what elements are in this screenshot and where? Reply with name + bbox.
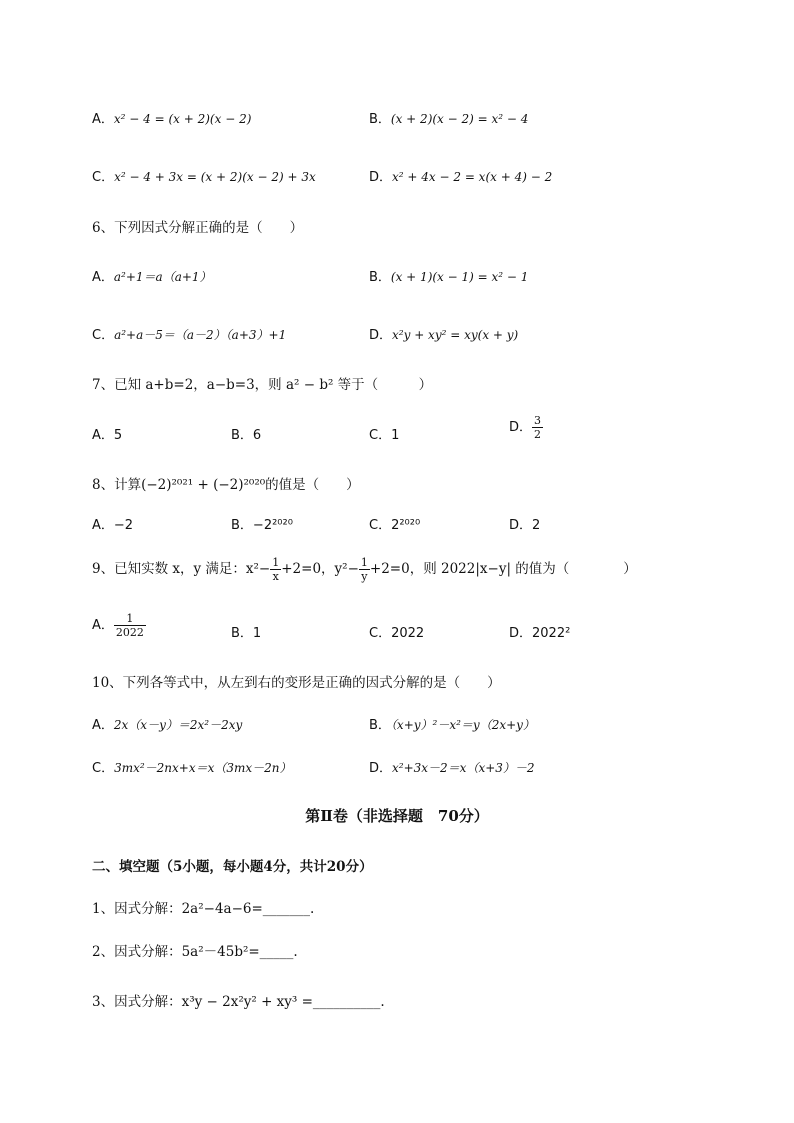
q8-option-b-expr: −2²⁰²⁰ xyxy=(252,518,293,533)
q7-option-d-label: D． xyxy=(509,420,533,435)
q9-options-row xyxy=(0,612,794,648)
q9-option-d-expr: 2022² xyxy=(532,626,571,641)
q8-option-d[interactable] xyxy=(509,514,540,533)
q7-option-b-label: B． xyxy=(231,428,253,443)
q9-fraction-2 xyxy=(359,556,370,583)
q5-option-a[interactable] xyxy=(92,108,251,127)
q7-option-b-expr: 6 xyxy=(252,428,262,443)
q8-options-row xyxy=(0,514,794,540)
q10-options-row-1 xyxy=(0,714,794,740)
q10-option-a-label: A． xyxy=(92,718,114,733)
q9-fraction-2-numerator: 1 xyxy=(360,556,368,569)
q6-option-c-label: C． xyxy=(92,328,115,343)
q10-option-d-expr: x²+3x－2＝x（x+3）－2 xyxy=(392,761,535,775)
q6-option-d-expr: x²y + xy² = xy(x + y) xyxy=(392,328,519,342)
q6-options-row-1 xyxy=(0,266,794,292)
q10-option-a[interactable] xyxy=(92,714,242,733)
q6-option-a-label: A． xyxy=(92,270,114,285)
q9-option-a[interactable] xyxy=(92,612,146,639)
q9-option-b[interactable] xyxy=(231,622,261,641)
q5-option-c-label: C． xyxy=(92,170,115,185)
q7-options-row xyxy=(0,414,794,450)
q7-option-c-expr: 1 xyxy=(391,428,400,443)
q7-text: 7、已知 a+b=2，a−b=3，则 a² − b² 等于（ ） xyxy=(92,377,433,393)
q9-fraction-1-numerator: 1 xyxy=(272,556,280,569)
q10-option-b-expr: （x+y）²－x²＝y（2x+y） xyxy=(390,718,535,732)
q7-option-c-label: C． xyxy=(369,428,392,443)
q10-option-b-label: B． xyxy=(369,718,391,733)
q7-option-d[interactable] xyxy=(509,414,543,441)
fill-question-1: 1、因式分解：2a²−4a−6=_______. xyxy=(92,901,315,917)
q6-option-b-label: B． xyxy=(369,270,391,285)
q8-option-d-label: D． xyxy=(509,518,533,533)
q9-fraction-1-denominator: x xyxy=(272,570,279,583)
q9-option-a-label: A． xyxy=(92,618,114,633)
q6-options-row-2 xyxy=(0,324,794,350)
q7-option-d-denominator: 2 xyxy=(534,428,542,441)
q5-option-d[interactable] xyxy=(369,166,552,185)
q10-option-c-label: C． xyxy=(92,761,115,776)
q7-option-a-expr: 5 xyxy=(113,428,123,443)
q9-option-d-label: D． xyxy=(509,626,533,641)
q9-middle: +2=0，y²− xyxy=(281,561,359,577)
q9-option-c-label: C． xyxy=(369,626,392,641)
q9-text xyxy=(92,556,637,583)
section-fill-in-heading: 二、填空题（5小题，每小题4分，共计20分） xyxy=(92,859,373,875)
q6-option-d[interactable] xyxy=(369,324,518,343)
q9-option-a-numerator: 1 xyxy=(114,612,146,626)
q5-option-c[interactable] xyxy=(92,166,316,185)
q8-option-c-expr: 2²⁰²⁰ xyxy=(391,518,421,533)
q9-option-d[interactable] xyxy=(509,622,570,641)
q5-option-b[interactable] xyxy=(369,108,528,127)
q10-option-c-expr: 3mx²－2nx+x＝x（3mx－2n） xyxy=(114,761,292,775)
q7-option-b[interactable] xyxy=(231,424,261,443)
q6-option-a-expr: a²+1＝a（a+1） xyxy=(113,270,212,284)
q9-suffix: +2=0，则 2022|x−y| 的值为（ ） xyxy=(369,561,637,577)
q8-option-a[interactable] xyxy=(92,514,133,533)
q9-prefix: 9、已知实数 x，y 满足：x²− xyxy=(92,561,271,577)
q5-option-a-expr: x² − 4 = (x + 2)(x − 2) xyxy=(113,112,252,126)
q9-option-c[interactable] xyxy=(369,622,424,641)
q9-option-b-label: B． xyxy=(231,626,253,641)
q8-option-d-expr: 2 xyxy=(532,518,541,533)
q10-options-row-2 xyxy=(0,757,794,783)
q8-text: 8、计算(−2)²⁰²¹ + (−2)²⁰²⁰的值是（ ） xyxy=(92,477,360,493)
q5-option-d-expr: x² + 4x − 2 = x(x + 4) − 2 xyxy=(392,170,553,184)
q6-option-b[interactable] xyxy=(369,266,528,285)
q7-option-a[interactable] xyxy=(92,424,122,443)
q8-option-b-label: B． xyxy=(231,518,253,533)
q10-option-c[interactable] xyxy=(92,757,292,776)
fill-question-3: 3、因式分解：x³y − 2x²y² + xy³ =__________. xyxy=(92,994,385,1010)
q10-option-d[interactable] xyxy=(369,757,535,776)
q8-option-a-expr: −2 xyxy=(113,518,134,533)
fill-question-2: 2、因式分解：5a²－45b²=_____. xyxy=(92,944,298,960)
q6-option-d-label: D． xyxy=(369,328,393,343)
q6-option-c-expr: a²+a－5＝（a－2）（a+3）+1 xyxy=(114,328,287,342)
q5-options-row-1 xyxy=(0,108,794,134)
q9-option-b-expr: 1 xyxy=(252,626,262,641)
q5-option-a-label: A． xyxy=(92,112,114,127)
q6-text: 6、下列因式分解正确的是（ ） xyxy=(92,220,304,236)
q6-option-a[interactable] xyxy=(92,266,212,285)
part-2-title: 第Ⅱ卷（非选择题 70分） xyxy=(305,807,489,825)
q5-option-d-label: D． xyxy=(369,170,393,185)
q7-option-a-label: A． xyxy=(92,428,114,443)
q9-option-a-denominator: 2022 xyxy=(115,626,144,639)
q9-fraction-2-denominator: y xyxy=(361,570,368,583)
q7-option-c[interactable] xyxy=(369,424,399,443)
q5-option-b-label: B． xyxy=(369,112,391,127)
q7-option-d-numerator: 3 xyxy=(534,414,542,427)
q10-option-d-label: D． xyxy=(369,761,393,776)
q8-option-c[interactable] xyxy=(369,514,420,533)
q6-option-c[interactable] xyxy=(92,324,286,343)
q8-option-c-label: C． xyxy=(369,518,392,533)
q8-option-a-label: A． xyxy=(92,518,114,533)
q10-option-b[interactable] xyxy=(369,714,535,733)
q9-option-a-fraction xyxy=(114,612,146,639)
q5-option-b-expr: (x + 2)(x − 2) = x² − 4 xyxy=(390,112,529,126)
q9-option-c-expr: 2022 xyxy=(391,626,425,641)
q6-option-b-expr: (x + 1)(x − 1) = x² − 1 xyxy=(390,270,529,284)
q9-fraction-1 xyxy=(270,556,281,583)
q8-option-b[interactable] xyxy=(231,514,293,533)
q7-option-d-fraction xyxy=(532,414,543,441)
q5-option-c-expr: x² − 4 + 3x = (x + 2)(x − 2) + 3x xyxy=(114,170,316,184)
q10-text: 10、下列各等式中，从左到右的变形是正确的因式分解的是（ ） xyxy=(92,675,501,691)
q10-option-a-expr: 2x（x－y）＝2x²－2xy xyxy=(113,718,243,732)
q5-options-row-2 xyxy=(0,166,794,192)
